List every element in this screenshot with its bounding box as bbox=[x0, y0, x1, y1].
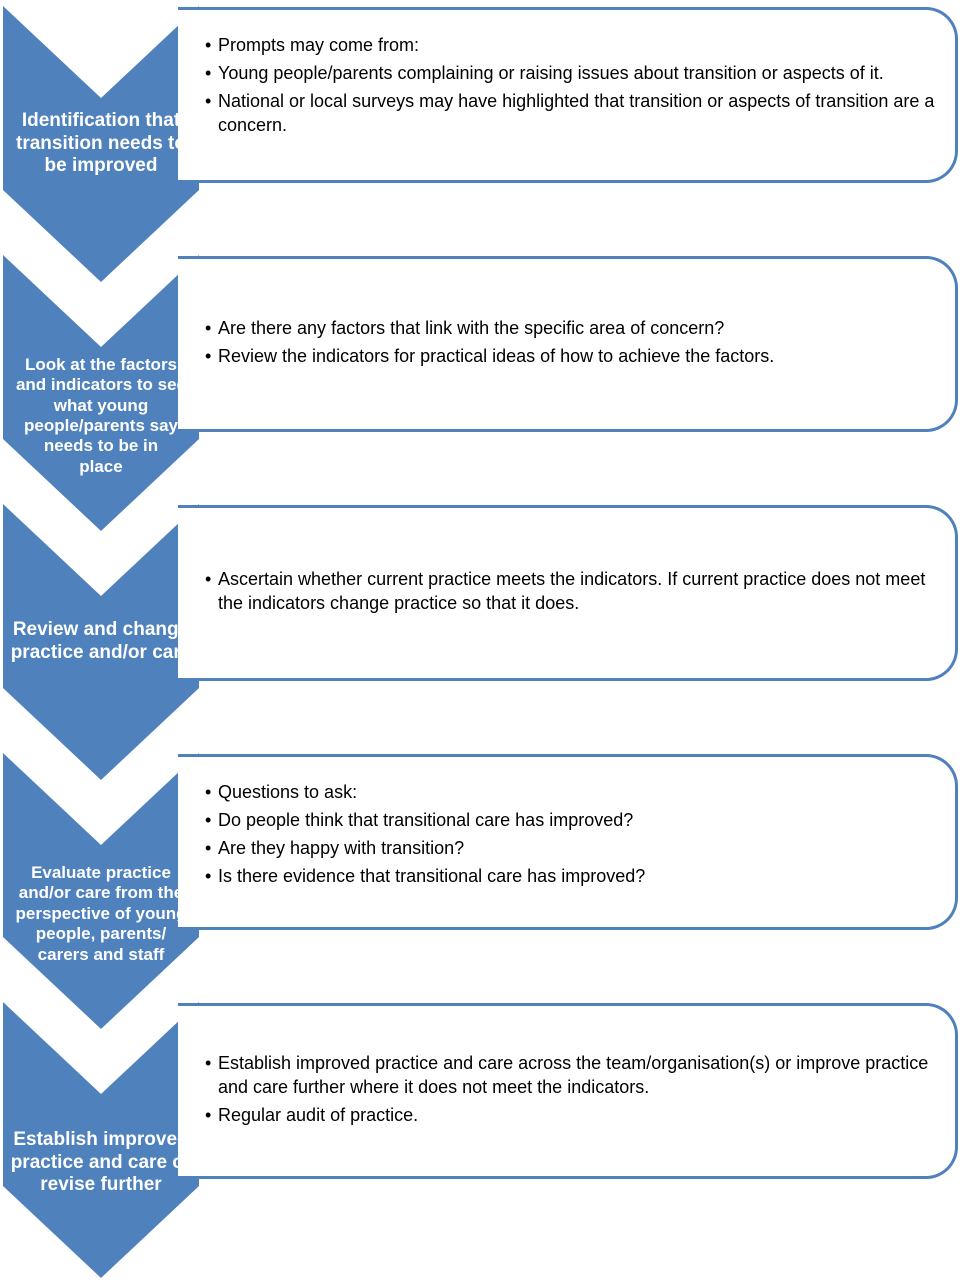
step-1-bullets bbox=[205, 7, 947, 183]
step-4-label: Evaluate practice and/or care from the perspective of young people, parents/ carers and staff bbox=[15, 863, 187, 964]
step-4-bullet-1: • Questions to ask: bbox=[205, 780, 947, 804]
step-1-bullet-3: • National or local surveys may have highlighted that transition or aspects of transition are a concern. bbox=[205, 89, 947, 137]
step-1-label: Identification that transition needs to be improved bbox=[16, 109, 186, 177]
step-3 bbox=[0, 498, 965, 780]
step-4-bullet-4: • Is there evidence that transitional care has improved? bbox=[205, 864, 947, 888]
step-5-label: Establish improved practice and care or revise further bbox=[10, 1128, 192, 1196]
step-2-bullet-2: • Review the indicators for practical ideas of how to achieve the factors. bbox=[205, 344, 947, 368]
step-5 bbox=[0, 996, 965, 1278]
step-4 bbox=[0, 747, 965, 1029]
step-3-bullet-1: • Ascertain whether current practice meets the indicators. If current practice does not meet the indicators change practice so that it does. bbox=[205, 567, 947, 615]
step-4-bullet-2: • Do people think that transitional care has improved? bbox=[205, 808, 947, 832]
step-3-label: Review and change practice and/or care bbox=[10, 619, 192, 663]
step-1 bbox=[0, 0, 965, 282]
step-2 bbox=[0, 249, 965, 531]
step-5-label-wrap bbox=[6, 1048, 196, 1278]
step-3-bullets bbox=[205, 505, 947, 681]
step-4-label-wrap bbox=[6, 799, 196, 1029]
step-1-label-wrap bbox=[6, 6, 196, 282]
step-4-bullets bbox=[205, 754, 947, 930]
step-2-label: Look at the factors and indicators to see what young people/parents say needs to be in place bbox=[15, 354, 187, 476]
step-2-bullets bbox=[205, 256, 947, 432]
step-5-bullets bbox=[205, 1003, 947, 1179]
step-3-label-wrap bbox=[6, 504, 196, 780]
step-5-bullet-2: • Regular audit of practice. bbox=[205, 1103, 947, 1127]
step-1-bullet-2: • Young people/parents complaining or raising issues about transition or aspects of it. bbox=[205, 61, 947, 85]
step-2-label-wrap bbox=[6, 301, 196, 531]
step-1-bullet-1: • Prompts may come from: bbox=[205, 33, 947, 57]
step-5-bullet-1: • Establish improved practice and care across the team/organisation(s) or improve practice and care further where it does not meet the indicators. bbox=[205, 1051, 947, 1099]
step-4-bullet-3: • Are they happy with transition? bbox=[205, 836, 947, 860]
step-2-bullet-1: • Are there any factors that link with the specific area of concern? bbox=[205, 316, 947, 340]
